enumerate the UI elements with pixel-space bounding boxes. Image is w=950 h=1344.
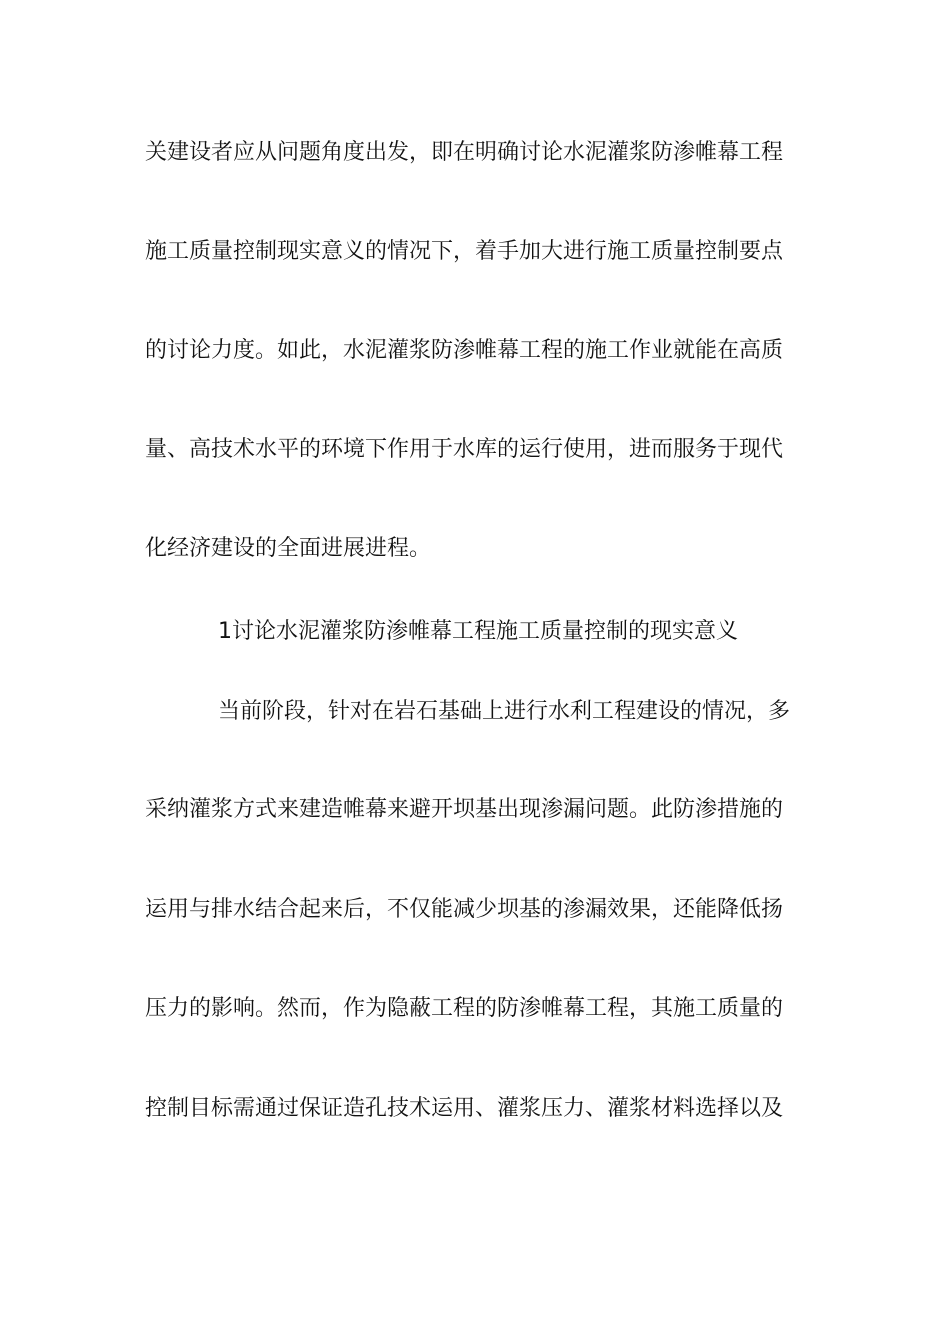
paragraph-line: 化经济建设的全面进展进程。 — [145, 536, 432, 561]
paragraph-line: 的讨论力度。如此，水泥灌浆防渗帷幕工程的施工作业就能在高质 — [145, 338, 784, 363]
paragraph-line: 采纳灌浆方式来建造帷幕来避开坝基出现渗漏问题。此防渗措施的 — [145, 797, 784, 822]
paragraph-line: 控制目标需通过保证造孔技术运用、灌浆压力、灌浆材料选择以及 — [145, 1096, 784, 1121]
paragraph-line: 关建设者应从问题角度出发，即在明确讨论水泥灌浆防渗帷幕工程 — [145, 140, 784, 165]
paragraph-line: 压力的影响。然而，作为隐蔽工程的防渗帷幕工程，其施工质量的 — [145, 996, 784, 1021]
paragraph-line: 运用与排水结合起来后，不仅能减少坝基的渗漏效果，还能降低扬 — [145, 897, 784, 922]
paragraph-line: 量、高技术水平的环境下作用于水库的运行使用，进而服务于现代 — [145, 437, 784, 462]
paragraph-line: 施工质量控制现实意义的情况下，着手加大进行施工质量控制要点 — [145, 239, 784, 264]
paragraph-line: 当前阶段，针对在岩石基础上进行水利工程建设的情况，多 — [218, 699, 791, 724]
section-heading: 1讨论水泥灌浆防渗帷幕工程施工质量控制的现实意义 — [218, 619, 738, 644]
